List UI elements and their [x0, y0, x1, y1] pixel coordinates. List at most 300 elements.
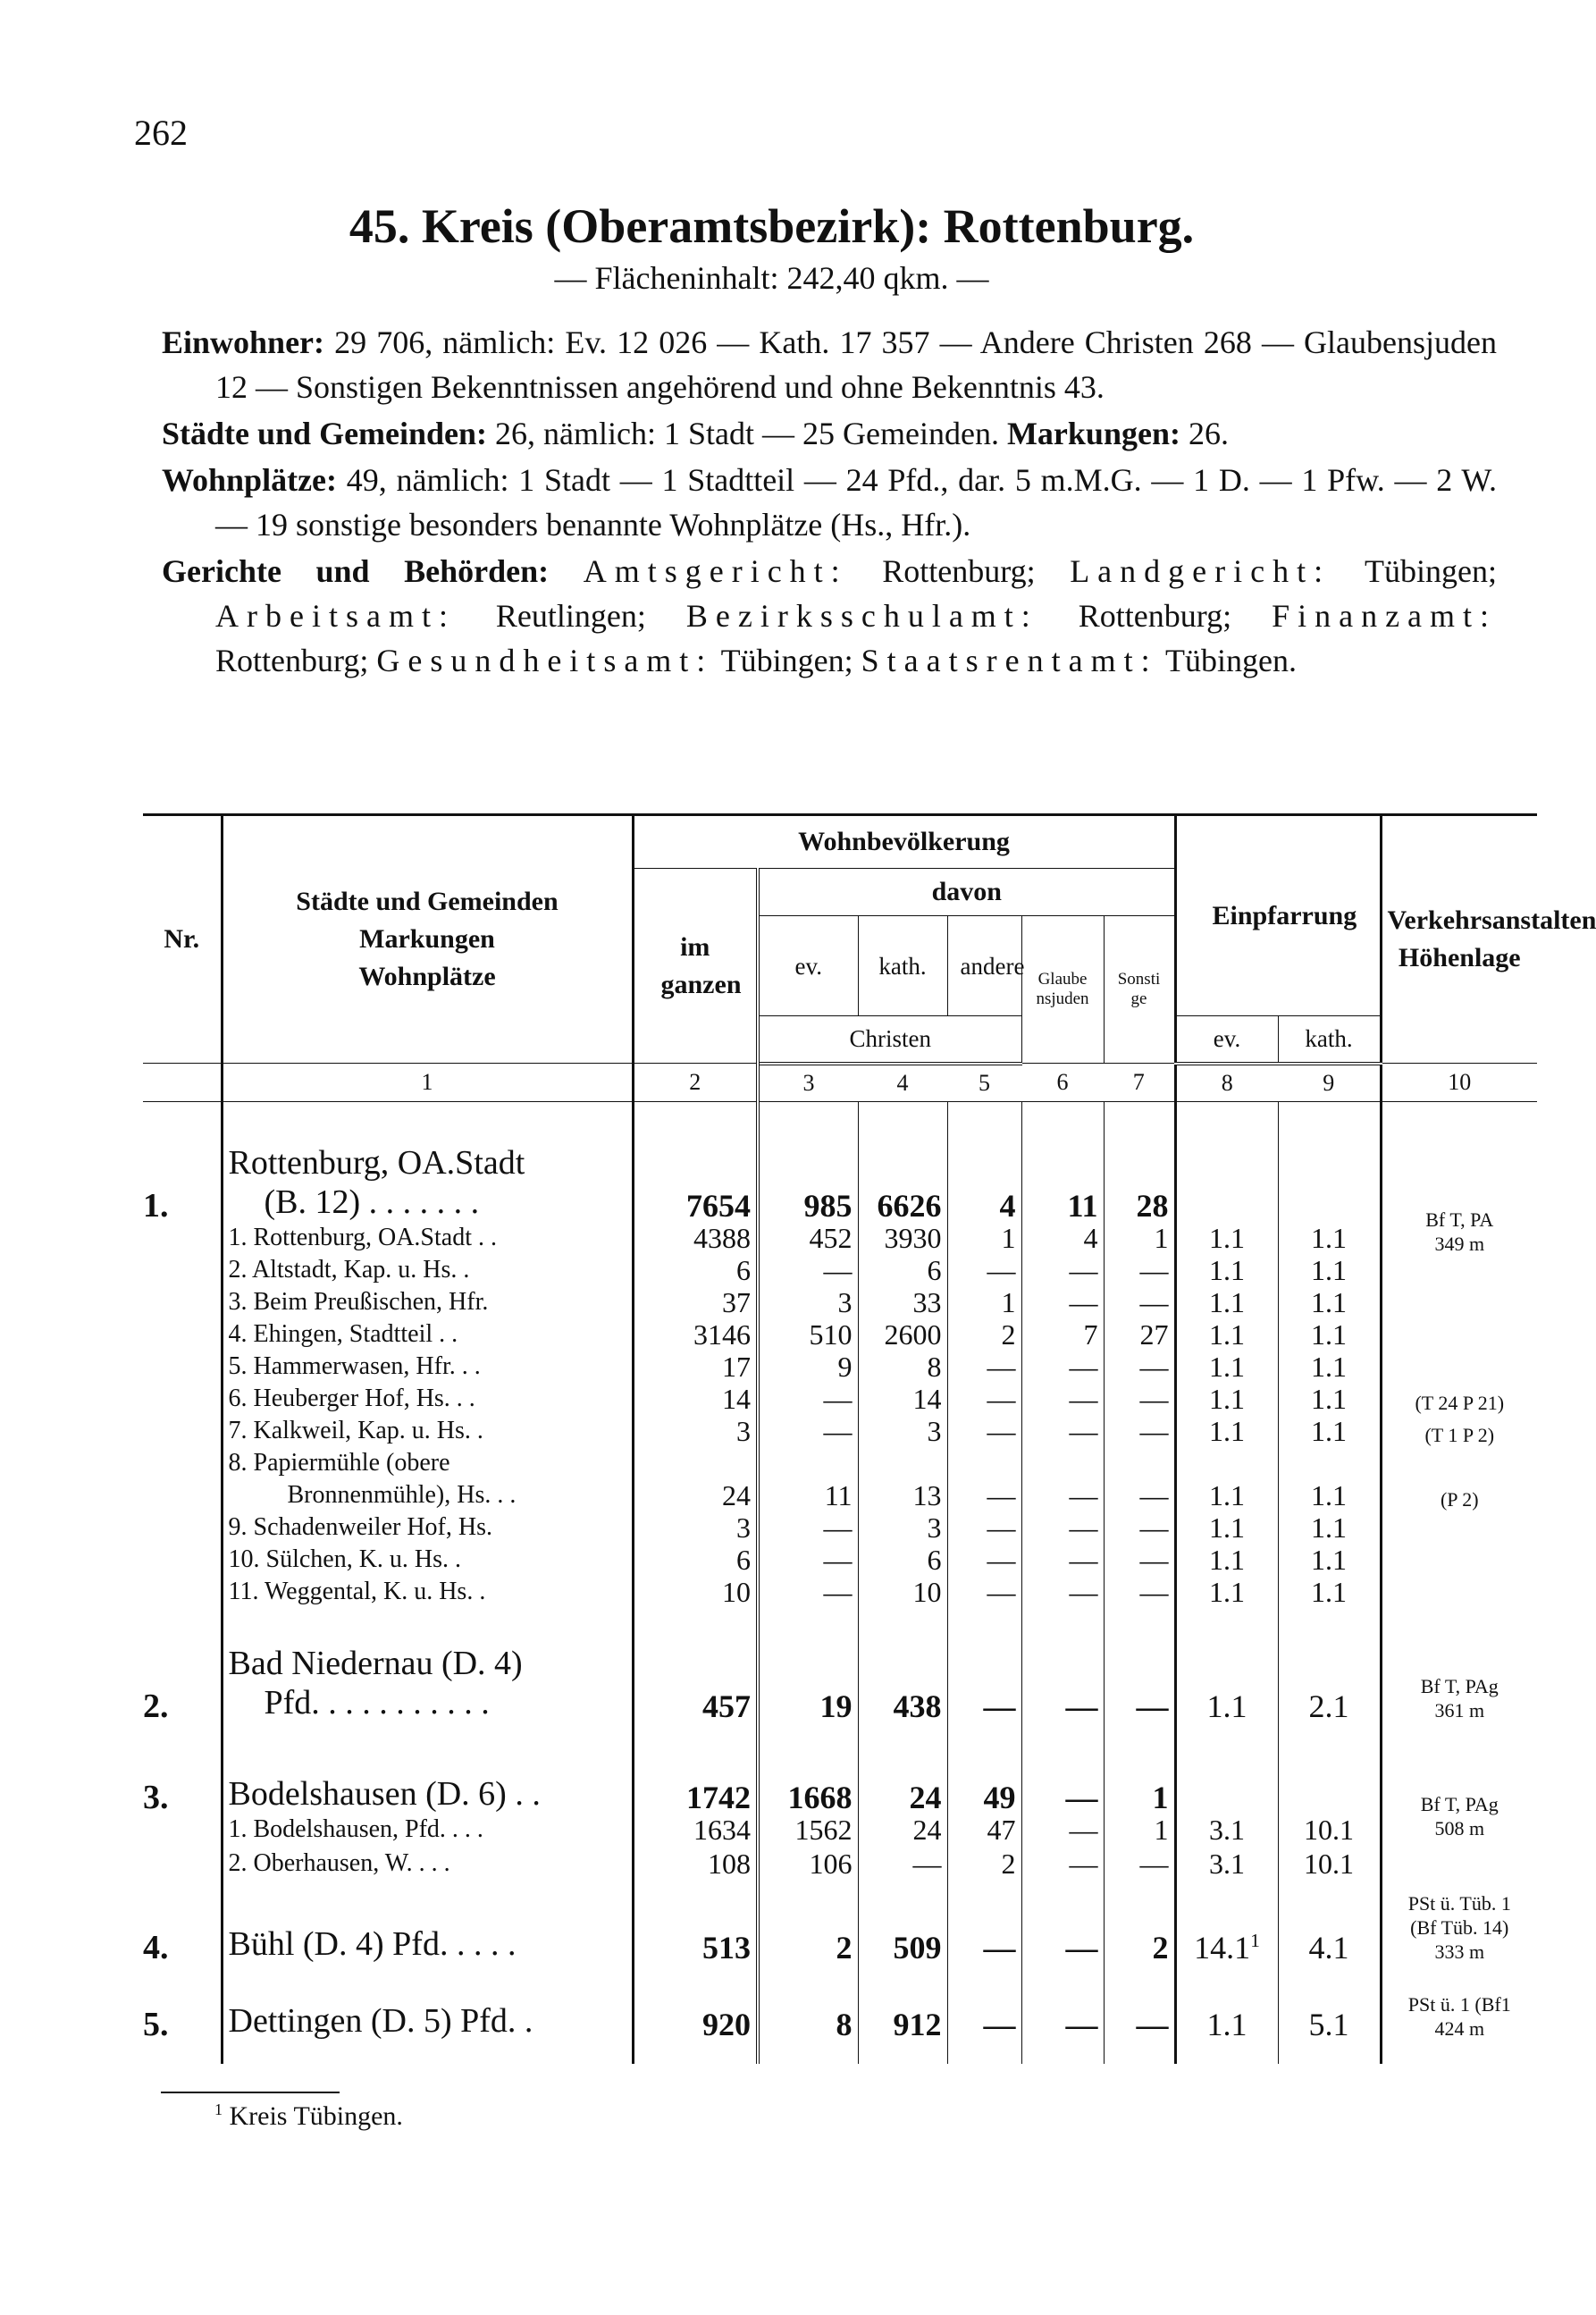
header-kath: kath.	[858, 916, 947, 1016]
header-name-line: Markungen	[359, 924, 495, 954]
value-sonstige	[1104, 1722, 1175, 1814]
value-ev	[758, 1318, 858, 1351]
value-im-ganzen	[633, 1351, 758, 1383]
value-sonstige	[1104, 1222, 1175, 1254]
value-andere-text: —	[987, 1544, 1016, 1576]
value-ev	[758, 1722, 858, 1814]
value-im-ganzen-text: 37	[722, 1286, 751, 1318]
column-number: 6	[1021, 1064, 1104, 1102]
value-kath-text: 13	[912, 1479, 942, 1511]
value-einpfarrung-ev-text: 1.1	[1209, 1222, 1246, 1254]
value-sonstige	[1104, 1880, 1175, 1964]
value-kath	[858, 1447, 947, 1511]
value-einpfarrung-ev-text: 3.1	[1209, 1814, 1246, 1846]
value-ev	[758, 1576, 858, 1608]
value-ev	[758, 1511, 858, 1544]
value-einpfarrung-kath	[1278, 1544, 1381, 1576]
column-number-row	[143, 1064, 1537, 1102]
row-name	[222, 1318, 633, 1351]
header-einpfarrung-kath: kath.	[1278, 1016, 1381, 1064]
row-name-line: Rottenburg, OA.Stadt	[228, 1144, 525, 1182]
value-im-ganzen-text: 1742	[686, 1780, 751, 1815]
value-einpfarrung-kath-text: 2.1	[1308, 1688, 1349, 1724]
table-row-place	[143, 1286, 1537, 1318]
row-name	[222, 1254, 633, 1286]
value-kath	[858, 1383, 947, 1415]
value-andere	[947, 1222, 1021, 1254]
value-im-ganzen-text: 4388	[693, 1222, 751, 1254]
value-glaubensjuden	[1021, 1964, 1104, 2041]
value-sonstige	[1104, 1286, 1175, 1318]
value-sonstige	[1104, 1383, 1175, 1415]
wohnplaetze-paragraph	[162, 458, 1497, 547]
value-ev-text: —	[823, 1415, 853, 1447]
value-kath-text: 6	[927, 1544, 942, 1576]
value-sonstige-text: 2	[1152, 1930, 1169, 1966]
spacer-cell	[222, 2041, 633, 2064]
row-name-line: (B. 12) . . . . . . .	[264, 1183, 480, 1221]
table-row-place	[143, 1544, 1537, 1576]
office-place: Rottenburg;	[882, 553, 1036, 589]
value-glaubensjuden-text: —	[1069, 1848, 1098, 1880]
value-ev	[758, 1222, 858, 1254]
footnote-mark: 1	[214, 2100, 223, 2118]
header-name	[222, 815, 633, 1064]
header-wohnbevoelkerung: Wohnbevölkerung	[633, 815, 1175, 869]
row-name-line: 2. Oberhausen, W. . . .	[228, 1849, 450, 1877]
value-im-ganzen	[633, 1964, 758, 2041]
header-sonstige: Sonstige	[1104, 916, 1175, 1064]
value-andere	[947, 1814, 1021, 1846]
value-im-ganzen-text: 108	[708, 1848, 751, 1880]
row-number: 3.	[143, 1722, 222, 1814]
row-name-line: 10. Sülchen, K. u. Hs. .	[228, 1545, 462, 1573]
value-glaubensjuden-text: —	[1069, 1814, 1098, 1846]
table-row-municipality	[143, 1101, 1537, 1222]
value-einpfarrung-kath	[1278, 1880, 1381, 1964]
value-einpfarrung-ev-text: 1.1	[1209, 1479, 1246, 1511]
value-glaubensjuden	[1021, 1576, 1104, 1608]
value-sonstige	[1104, 1846, 1175, 1880]
traffic-info	[1381, 1318, 1537, 1351]
value-ev	[758, 1846, 858, 1880]
value-andere	[947, 1511, 1021, 1544]
value-glaubensjuden-text: —	[1069, 1254, 1098, 1286]
column-number: 5	[947, 1064, 1021, 1102]
value-im-ganzen-text: 1634	[693, 1814, 751, 1846]
traffic-info	[1381, 1101, 1537, 1255]
office-name: Arbeitsamt:	[215, 598, 456, 634]
traffic-line: 424 m	[1434, 2017, 1485, 2040]
traffic-line: (P 2)	[1440, 1488, 1479, 1511]
row-name	[222, 1383, 633, 1415]
traffic-line: 333 m	[1434, 1940, 1485, 1963]
value-andere-text: —	[987, 1511, 1016, 1544]
value-sonstige	[1104, 1814, 1175, 1846]
value-glaubensjuden-text: —	[1069, 1511, 1098, 1544]
value-kath-text: 3	[927, 1415, 942, 1447]
row-name	[222, 1544, 633, 1576]
value-einpfarrung-kath	[1278, 1511, 1381, 1544]
value-sonstige-text: —	[1139, 1576, 1169, 1608]
value-sonstige-text: —	[1139, 1511, 1169, 1544]
value-kath-text: —	[912, 1848, 942, 1880]
value-sonstige	[1104, 1447, 1175, 1511]
value-glaubensjuden-text: 7	[1083, 1318, 1098, 1351]
value-sonstige	[1104, 1318, 1175, 1351]
value-einpfarrung-kath	[1278, 1722, 1381, 1814]
value-im-ganzen-text: 6	[736, 1544, 751, 1576]
value-einpfarrung-ev	[1175, 1286, 1278, 1318]
column-number-empty	[143, 1064, 222, 1102]
wohnplaetze-label: Wohnplätze:	[162, 462, 338, 498]
value-glaubensjuden	[1021, 1254, 1104, 1286]
value-einpfarrung-kath	[1278, 1814, 1381, 1846]
value-einpfarrung-ev	[1175, 1383, 1278, 1415]
value-ev	[758, 1415, 858, 1447]
value-ev	[758, 1286, 858, 1318]
value-andere-text: 47	[987, 1814, 1016, 1846]
row-name	[222, 1222, 633, 1254]
value-kath	[858, 1222, 947, 1254]
row-number	[143, 1351, 222, 1383]
value-glaubensjuden	[1021, 1608, 1104, 1722]
value-andere	[947, 1576, 1021, 1608]
value-andere	[947, 1383, 1021, 1415]
value-im-ganzen	[633, 1101, 758, 1222]
value-andere-text: 4	[999, 1188, 1016, 1224]
traffic-line: Bf T, PA	[1425, 1208, 1494, 1231]
column-number: 7	[1104, 1064, 1175, 1102]
value-sonstige	[1104, 1964, 1175, 2041]
traffic-info	[1381, 1286, 1537, 1318]
value-einpfarrung-kath-text: 1.1	[1311, 1576, 1348, 1608]
value-glaubensjuden-text: —	[1069, 1576, 1098, 1608]
value-andere	[947, 1722, 1021, 1814]
value-sonstige	[1104, 1254, 1175, 1286]
value-kath	[858, 1286, 947, 1318]
row-name	[222, 1846, 633, 1880]
value-kath	[858, 1608, 947, 1722]
value-sonstige-text: 28	[1136, 1188, 1169, 1224]
value-einpfarrung-ev-text: 3.1	[1209, 1848, 1246, 1880]
row-name	[222, 1286, 633, 1318]
column-number: 10	[1381, 1064, 1537, 1102]
spacer-cell	[858, 2041, 947, 2064]
value-einpfarrung-kath	[1278, 1964, 1381, 2041]
traffic-line: PSt ü. Tüb. 1	[1407, 1892, 1511, 1915]
office-place: Rottenburg;	[1078, 598, 1232, 634]
value-kath	[858, 1880, 947, 1964]
value-ev	[758, 1447, 858, 1511]
row-name	[222, 1722, 633, 1814]
value-ev-text: —	[823, 1511, 853, 1544]
traffic-info	[1381, 1351, 1537, 1383]
value-andere-text: 2	[1001, 1318, 1016, 1351]
value-andere-text: —	[987, 1576, 1016, 1608]
row-number: 5.	[143, 1964, 222, 2041]
value-im-ganzen-text: 3146	[693, 1318, 751, 1351]
traffic-line: 349 m	[1434, 1233, 1485, 1255]
value-glaubensjuden-text: —	[1069, 1544, 1098, 1576]
spacer-cell	[1278, 2041, 1381, 2064]
markungen-text: 26.	[1188, 416, 1229, 451]
value-ev-text: 2	[836, 1930, 853, 1966]
value-kath-text: 24	[909, 1780, 942, 1815]
value-im-ganzen-text: 6	[736, 1254, 751, 1286]
value-im-ganzen	[633, 1415, 758, 1447]
value-im-ganzen	[633, 1254, 758, 1286]
table-row-place	[143, 1318, 1537, 1351]
row-number: 2.	[143, 1608, 222, 1722]
value-im-ganzen-text: 457	[702, 1688, 751, 1724]
table-row-place	[143, 1511, 1537, 1544]
value-einpfarrung-kath-text: 10.1	[1304, 1848, 1355, 1880]
value-einpfarrung-ev-text: 1.1	[1209, 1351, 1246, 1383]
office-name: Amtsgericht:	[583, 553, 848, 589]
value-im-ganzen-text: 513	[702, 1930, 751, 1966]
traffic-info	[1381, 1722, 1537, 1839]
value-ev-text: —	[823, 1383, 853, 1415]
value-im-ganzen-text: 24	[722, 1479, 751, 1511]
value-einpfarrung-kath-text: 5.1	[1308, 2007, 1349, 2042]
row-name-line: 4. Ehingen, Stadtteil . .	[228, 1320, 458, 1348]
value-andere-text: —	[983, 1930, 1016, 1966]
table-body	[143, 1101, 1537, 2064]
district-summary	[162, 320, 1497, 685]
value-ev	[758, 1814, 858, 1846]
traffic-lines	[1388, 1674, 1533, 1722]
value-kath-text: 8	[927, 1351, 942, 1383]
value-sonstige-text: 1	[1154, 1814, 1169, 1846]
value-kath	[858, 1254, 947, 1286]
spacer-cell	[1381, 2041, 1537, 2064]
value-ev-text: —	[823, 1254, 853, 1286]
traffic-lines	[1388, 1891, 1533, 1964]
value-sonstige-text: —	[1139, 1479, 1169, 1511]
spacer-cell	[1104, 2041, 1175, 2064]
value-andere-text: —	[983, 2007, 1016, 2042]
value-andere-text: —	[983, 1688, 1016, 1724]
office-place: Tübingen;	[1365, 553, 1498, 589]
value-einpfarrung-kath	[1278, 1101, 1381, 1222]
spacer-cell	[1175, 2041, 1278, 2064]
value-kath-text: 2600	[884, 1318, 942, 1351]
row-number	[143, 1544, 222, 1576]
value-andere-text: —	[987, 1254, 1016, 1286]
value-ev	[758, 1351, 858, 1383]
value-andere-text: 49	[983, 1780, 1016, 1815]
value-andere-text: 2	[1001, 1848, 1016, 1880]
value-einpfarrung-ev-text: 1.1	[1209, 1286, 1246, 1318]
value-glaubensjuden	[1021, 1286, 1104, 1318]
spacer-cell	[143, 2041, 222, 2064]
column-number: 2	[633, 1064, 758, 1102]
value-kath-text: 3	[927, 1511, 942, 1544]
value-im-ganzen	[633, 1722, 758, 1814]
value-im-ganzen	[633, 1814, 758, 1846]
value-glaubensjuden	[1021, 1814, 1104, 1846]
traffic-line: (T 24 P 21)	[1415, 1392, 1505, 1414]
row-name-line: Bühl (D. 4) Pfd. . . . .	[228, 1925, 517, 1963]
header-einpfarrung-ev: ev.	[1175, 1016, 1278, 1064]
value-einpfarrung-kath	[1278, 1576, 1381, 1608]
value-ev-text: 1562	[794, 1814, 853, 1846]
header-im-ganzen: im ganzen	[633, 869, 758, 1064]
wohnplaetze-text: 49, nämlich: 1 Stadt — 1 Stadtteil — 24 Pfd., dar. 5 m.M.G. — 1 D. — 1 Pfw. — 2 W. — 19 sonstige besonders benannte Wohnplätze (Hs., Hfr.).	[215, 462, 1497, 543]
row-name-line: 8. Papiermühle (obere	[228, 1449, 450, 1477]
value-andere	[947, 1101, 1021, 1222]
office-name: Finanzamt:	[1272, 598, 1498, 634]
value-sonstige-text: 27	[1139, 1318, 1169, 1351]
spacer-cell	[758, 2041, 858, 2064]
traffic-info	[1381, 1254, 1537, 1286]
gerichte-label: Gerichte und Behörden:	[162, 553, 550, 589]
value-einpfarrung-kath	[1278, 1415, 1381, 1447]
footnote-divider	[161, 2092, 340, 2093]
value-kath	[858, 1101, 947, 1222]
value-kath-text: 14	[912, 1383, 942, 1415]
spacer-cell	[947, 2041, 1021, 2064]
value-ev	[758, 1880, 858, 1964]
value-sonstige	[1104, 1511, 1175, 1544]
row-name-line: Bodelshausen (D. 6) . .	[228, 1775, 541, 1813]
footnote-ref: 1	[1250, 1930, 1260, 1951]
value-glaubensjuden	[1021, 1544, 1104, 1576]
value-im-ganzen-text: 7654	[686, 1188, 751, 1224]
row-name	[222, 1415, 633, 1447]
row-number	[143, 1846, 222, 1880]
value-sonstige	[1104, 1608, 1175, 1722]
value-einpfarrung-ev	[1175, 1222, 1278, 1254]
value-andere-text: —	[987, 1415, 1016, 1447]
population-table	[143, 813, 1596, 2064]
value-kath-text: 509	[893, 1930, 942, 1966]
row-name-line: 3. Beim Preußischen, Hfr.	[228, 1288, 489, 1316]
value-glaubensjuden	[1021, 1846, 1104, 1880]
value-andere-text: 1	[1001, 1222, 1016, 1254]
value-andere	[947, 1846, 1021, 1880]
traffic-lines	[1388, 1423, 1533, 1447]
value-andere	[947, 1318, 1021, 1351]
staedte-text: 26, nämlich: 1 Stadt — 25 Gemeinden.	[495, 416, 999, 451]
value-einpfarrung-kath	[1278, 1383, 1381, 1415]
value-glaubensjuden	[1021, 1222, 1104, 1254]
value-sonstige-text: —	[1139, 1848, 1169, 1880]
value-einpfarrung-ev	[1175, 1318, 1278, 1351]
value-sonstige-text: —	[1139, 1415, 1169, 1447]
value-einpfarrung-ev	[1175, 1722, 1278, 1814]
value-andere	[947, 1544, 1021, 1576]
value-kath-text: 6	[927, 1254, 942, 1286]
value-im-ganzen	[633, 1846, 758, 1880]
value-sonstige-text: —	[1136, 1688, 1169, 1724]
value-kath	[858, 1511, 947, 1544]
value-einpfarrung-kath-text: 1.1	[1311, 1318, 1348, 1351]
value-glaubensjuden-text: 4	[1083, 1222, 1098, 1254]
value-im-ganzen	[633, 1880, 758, 1964]
value-im-ganzen	[633, 1544, 758, 1576]
traffic-line: (Bf Tüb. 14)	[1410, 1916, 1509, 1939]
value-andere-text: —	[987, 1351, 1016, 1383]
value-einpfarrung-kath-text: 1.1	[1311, 1511, 1348, 1544]
spacer-cell	[1021, 2041, 1104, 2064]
value-kath-text: 912	[893, 2007, 942, 2042]
row-name	[222, 1101, 633, 1222]
table-row-municipality	[143, 1880, 1537, 1964]
table-row-place	[143, 1222, 1537, 1254]
value-andere	[947, 1254, 1021, 1286]
traffic-lines	[1388, 1487, 1533, 1511]
value-einpfarrung-ev-text: 1.1	[1209, 1318, 1246, 1351]
row-number	[143, 1318, 222, 1351]
row-name-line: 11. Weggental, K. u. Hs. .	[228, 1578, 486, 1605]
value-im-ganzen-text: 3	[736, 1511, 751, 1544]
footnote-text: Kreis Tübingen.	[229, 2101, 403, 2131]
value-einpfarrung-kath	[1278, 1286, 1381, 1318]
row-name	[222, 1447, 633, 1511]
value-ev	[758, 1608, 858, 1722]
row-name-line: 6. Heuberger Hof, Hs. . .	[228, 1385, 475, 1412]
value-einpfarrung-kath	[1278, 1222, 1381, 1254]
traffic-info	[1381, 1846, 1537, 1880]
value-einpfarrung-ev	[1175, 1415, 1278, 1447]
value-einpfarrung-kath-text: 1.1	[1311, 1286, 1348, 1318]
table-row-municipality	[143, 1964, 1537, 2041]
header-ev: ev.	[758, 916, 858, 1016]
value-sonstige	[1104, 1351, 1175, 1383]
value-ev-text: 106	[809, 1848, 853, 1880]
value-kath	[858, 1415, 947, 1447]
spacer-cell	[633, 2041, 758, 2064]
traffic-line: PSt ü. 1 (Bf1	[1407, 1993, 1511, 2016]
row-name-line: Dettingen (D. 5) Pfd. .	[228, 2002, 533, 2040]
value-glaubensjuden-text: —	[1069, 1383, 1098, 1415]
value-einpfarrung-ev	[1175, 1846, 1278, 1880]
row-name	[222, 1608, 633, 1722]
value-ev	[758, 1254, 858, 1286]
traffic-line: (T 1 P 2)	[1424, 1424, 1495, 1446]
value-sonstige-text: 1	[1152, 1780, 1169, 1815]
value-einpfarrung-kath-text: 1.1	[1311, 1254, 1348, 1286]
value-andere-text: 1	[1001, 1286, 1016, 1318]
value-einpfarrung-ev-text: 1.1	[1209, 1511, 1246, 1544]
row-number: 1.	[143, 1101, 222, 1222]
column-number: 1	[222, 1064, 633, 1102]
value-kath-text: 10	[912, 1576, 942, 1608]
area-line: — Flächeninhalt: 242,40 qkm. —	[554, 260, 989, 296]
value-sonstige	[1104, 1576, 1175, 1608]
value-glaubensjuden-text: —	[1065, 1688, 1098, 1724]
value-kath	[858, 1846, 947, 1880]
value-einpfarrung-kath	[1278, 1318, 1381, 1351]
value-kath-text: 438	[893, 1688, 942, 1724]
value-einpfarrung-ev	[1175, 1447, 1278, 1511]
traffic-info	[1381, 1415, 1537, 1447]
value-ev-text: 8	[836, 2007, 853, 2042]
column-number: 4	[858, 1064, 947, 1102]
row-name-line: Bronnenmühle), Hs. . .	[287, 1481, 517, 1509]
table-row-place	[143, 1447, 1537, 1511]
footnote	[214, 2100, 403, 2132]
value-glaubensjuden-text: —	[1069, 1351, 1098, 1383]
value-im-ganzen	[633, 1447, 758, 1511]
row-name-line: Pfd. . . . . . . . . . .	[264, 1684, 490, 1722]
value-glaubensjuden	[1021, 1415, 1104, 1447]
value-sonstige-text: —	[1136, 2007, 1169, 2042]
table-row-place	[143, 1576, 1537, 1608]
value-im-ganzen-text: 10	[722, 1576, 751, 1608]
